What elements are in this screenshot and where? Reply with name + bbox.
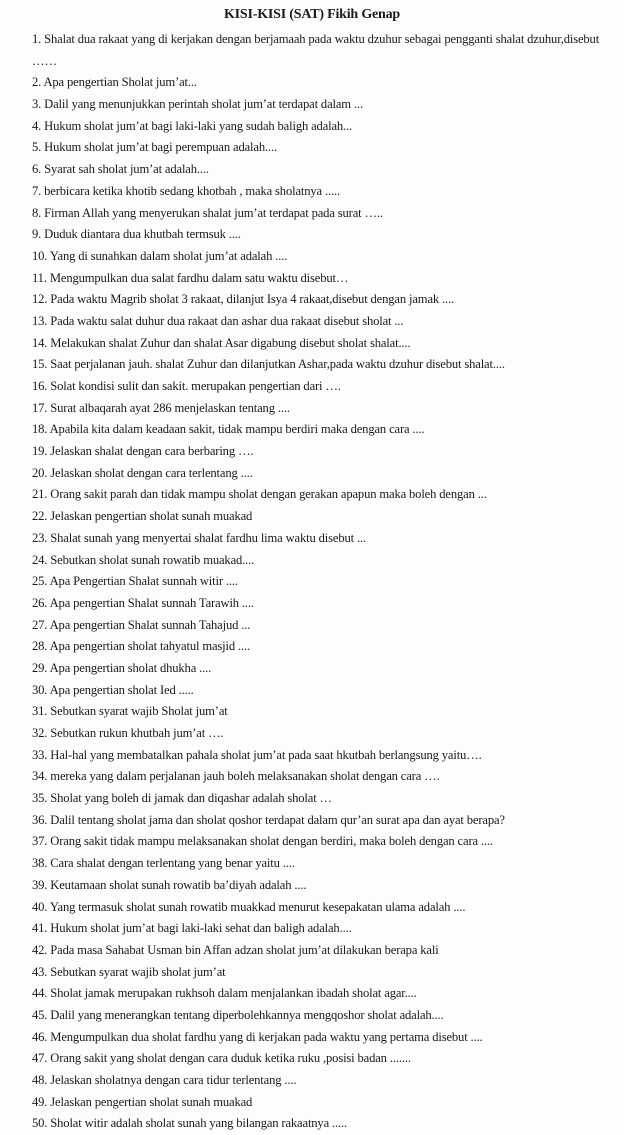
question-item bbox=[32, 29, 612, 72]
question-item bbox=[32, 766, 612, 788]
question-text: Sholat yang boleh di jamak dan diqashar adalah sholat … bbox=[50, 791, 332, 806]
question-number: 35. bbox=[32, 791, 48, 806]
question-text: Orang sakit parah dan tidak mampu sholat dengan gerakan apapun maka boleh dengan ... bbox=[50, 487, 487, 502]
question-text: Mengumpulkan dua salat fardhu dalam satu waktu disebut… bbox=[49, 270, 349, 285]
question-item bbox=[32, 137, 612, 159]
question-item bbox=[32, 528, 612, 550]
question-number: 5. bbox=[32, 140, 42, 155]
question-number: 21. bbox=[32, 487, 48, 502]
question-number: 3. bbox=[32, 97, 42, 112]
question-number: 4. bbox=[32, 118, 42, 133]
question-text: Jelaskan pengertian sholat sunah muakad bbox=[50, 509, 253, 524]
question-number: 34. bbox=[32, 769, 48, 784]
question-text: Apa pengertian Shalat sunnah Tarawih .... bbox=[49, 595, 254, 610]
question-item bbox=[32, 419, 612, 441]
question-text: Jelaskan sholatnya dengan cara tidur terlentang .... bbox=[50, 1073, 297, 1088]
question-item bbox=[32, 268, 612, 290]
question-item bbox=[32, 441, 612, 463]
question-item bbox=[32, 72, 612, 94]
question-number: 38. bbox=[32, 856, 48, 871]
question-number: 23. bbox=[32, 530, 48, 545]
question-number: 20. bbox=[32, 465, 48, 480]
question-number: 15. bbox=[32, 357, 48, 372]
question-number: 40. bbox=[32, 899, 48, 914]
question-text: Syarat sah sholat jum’at adalah.... bbox=[44, 162, 209, 177]
question-item bbox=[32, 962, 612, 984]
question-text: Shalat dua rakaat yang di kerjakan dengan berjamaah pada waktu dzuhur sebagai pengganti shalat dzuhur,disebut …… bbox=[32, 32, 600, 68]
question-number: 10. bbox=[32, 248, 48, 263]
question-number: 7. bbox=[32, 183, 42, 198]
question-number: 28. bbox=[32, 639, 48, 654]
question-text: Orang sakit tidak mampu melaksanakan sholat dengan berdiri, maka boleh dengan cara .... bbox=[50, 834, 493, 849]
question-text: Firman Allah yang menyerukan shalat jum’at terdapat pada surat ….. bbox=[44, 205, 383, 220]
question-item bbox=[32, 116, 612, 138]
question-number: 39. bbox=[32, 877, 48, 892]
question-text: Jelaskan sholat dengan cara terlentang .... bbox=[50, 465, 253, 480]
question-number: 47. bbox=[32, 1051, 48, 1066]
question-text: Apabila kita dalam keadaan sakit, tidak mampu berdiri maka dengan cara .... bbox=[49, 422, 425, 437]
question-number: 22. bbox=[32, 509, 48, 524]
question-number: 33. bbox=[32, 747, 48, 762]
question-text: Saat perjalanan jauh. shalat Zuhur dan dilanjutkan Ashar,pada waktu dzuhur disebut shalat.... bbox=[50, 357, 505, 372]
question-text: Yang termasuk sholat sunah rowatib muakkad menurut kesepakatan ulama adalah .... bbox=[49, 899, 466, 914]
question-number: 8. bbox=[32, 205, 42, 220]
question-item bbox=[32, 940, 612, 962]
question-number: 32. bbox=[32, 726, 48, 741]
question-text: Apa pengertian sholat Ied ..... bbox=[49, 682, 194, 697]
question-text: Sholat jamak merupakan rukhsoh dalam menjalankan ibadah sholat agar.... bbox=[50, 986, 417, 1001]
question-number: 46. bbox=[32, 1029, 48, 1044]
question-text: Sebutkan syarat wajib sholat jum’at bbox=[50, 964, 226, 979]
question-text: Apa pengertian Sholat jum’at... bbox=[43, 75, 197, 90]
question-number: 37. bbox=[32, 834, 48, 849]
question-number: 50. bbox=[32, 1116, 48, 1131]
question-item bbox=[32, 289, 612, 311]
question-text: Sholat witir adalah sholat sunah yang bilangan rakaatnya ..... bbox=[50, 1116, 348, 1131]
question-item bbox=[32, 398, 612, 420]
question-text: Cara shalat dengan terlentang yang benar yaitu .... bbox=[50, 856, 295, 871]
question-item bbox=[32, 224, 612, 246]
question-item bbox=[32, 593, 612, 615]
question-text: Pada waktu Magrib sholat 3 rakaat, dilanjut Isya 4 rakaat,disebut dengan jamak .... bbox=[50, 292, 455, 307]
question-item bbox=[32, 333, 612, 355]
question-item bbox=[32, 875, 612, 897]
question-text: berbicara ketika khotib sedang khotbah , maka sholatnya ..... bbox=[44, 183, 340, 198]
question-item bbox=[32, 680, 612, 702]
question-number: 31. bbox=[32, 704, 48, 719]
document-title: KISI-KISI (SAT) Fikih Genap bbox=[223, 7, 400, 22]
question-text: Hukum sholat jum’at bagi perempuan adalah.... bbox=[44, 140, 277, 155]
question-text: Sebutkan rukun khutbah jum’at …. bbox=[50, 726, 224, 741]
question-number: 1. bbox=[32, 32, 42, 46]
question-number: 44. bbox=[32, 986, 48, 1001]
question-number: 16. bbox=[32, 379, 48, 394]
question-text: Apa Pengertian Shalat sunnah witir .... bbox=[49, 574, 238, 589]
question-text: Orang sakit yang sholat dengan cara duduk ketika ruku ,posisi badan ....... bbox=[50, 1051, 411, 1066]
question-text: Hukum sholat jum’at bagi laki-laki yang sudah baligh adalah... bbox=[44, 118, 353, 133]
question-item bbox=[32, 1005, 612, 1027]
question-number: 26. bbox=[32, 595, 48, 610]
question-number: 12. bbox=[32, 292, 48, 307]
question-text: Shalat sunah yang menyertai shalat fardhu lima waktu disebut ... bbox=[50, 530, 366, 545]
question-number: 14. bbox=[32, 335, 48, 350]
question-text: Pada waktu salat duhur dua rakaat dan ashar dua rakaat disebut sholat ... bbox=[50, 313, 404, 328]
question-number: 45. bbox=[32, 1007, 48, 1022]
question-item bbox=[32, 203, 612, 225]
question-text: Keutamaan sholat sunah rowatib ba’diyah adalah .... bbox=[50, 877, 307, 892]
question-text: Mengumpulkan dua sholat fardhu yang di kerjakan pada waktu yang pertama disebut .... bbox=[50, 1029, 483, 1044]
question-item bbox=[32, 853, 612, 875]
question-text: Solat kondisi sulit dan sakit. merupakan pengertian dari …. bbox=[50, 379, 341, 394]
question-text: mereka yang dalam perjalanan jauh boleh melaksanakan sholat dengan cara …. bbox=[50, 769, 440, 784]
question-list bbox=[32, 29, 612, 1135]
question-item bbox=[32, 1048, 612, 1070]
question-number: 27. bbox=[32, 617, 48, 632]
question-text: Apa pengertian Shalat sunnah Tahajud ... bbox=[49, 617, 251, 632]
question-item bbox=[32, 983, 612, 1005]
question-number: 48. bbox=[32, 1073, 48, 1088]
question-item bbox=[32, 1113, 612, 1135]
question-item bbox=[32, 181, 612, 203]
question-number: 30. bbox=[32, 682, 48, 697]
question-item bbox=[32, 1092, 612, 1114]
question-number: 42. bbox=[32, 942, 48, 957]
question-text: Hukum sholat jum’at bagi laki-laki sehat dan baligh adalah.... bbox=[50, 921, 352, 936]
question-item bbox=[32, 376, 612, 398]
question-item bbox=[32, 636, 612, 658]
question-item bbox=[32, 354, 612, 376]
question-number: 6. bbox=[32, 162, 42, 177]
question-text: Melakukan shalat Zuhur dan shalat Asar digabung disebut sholat shalat.... bbox=[50, 335, 411, 350]
question-item bbox=[32, 831, 612, 853]
question-item bbox=[32, 550, 612, 572]
question-number: 49. bbox=[32, 1094, 48, 1109]
question-item bbox=[32, 463, 612, 485]
question-item bbox=[32, 615, 612, 637]
question-text: Jelaskan shalat dengan cara berbaring …. bbox=[50, 444, 254, 459]
question-number: 29. bbox=[32, 660, 48, 675]
question-text: Sebutkan sholat sunah rowatib muakad.... bbox=[50, 552, 255, 567]
question-number: 11. bbox=[32, 270, 47, 285]
question-number: 43. bbox=[32, 964, 48, 979]
question-item bbox=[32, 484, 612, 506]
question-text: Pada masa Sahabat Usman bin Affan adzan sholat jum’at dilakukan berapa kali bbox=[50, 942, 439, 957]
question-text: Dalil yang menerangkan tentang diperbolehkannya mengqoshor sholat adalah.... bbox=[50, 1007, 444, 1022]
question-item bbox=[32, 1027, 612, 1049]
question-item bbox=[32, 94, 612, 116]
question-text: Apa pengertian sholat dhukha .... bbox=[49, 660, 212, 675]
question-item bbox=[32, 810, 612, 832]
question-text: Jelaskan pengertian sholat sunah muakad bbox=[50, 1094, 253, 1109]
question-item bbox=[32, 788, 612, 810]
question-text: Duduk diantara dua khutbah termsuk .... bbox=[44, 227, 241, 242]
question-text: Dalil tentang sholat jama dan sholat qoshor terdapat dalam qur’an surat apa dan ayat berapa? bbox=[50, 812, 505, 827]
question-number: 13. bbox=[32, 313, 48, 328]
question-number: 18. bbox=[32, 422, 48, 437]
question-text: Yang di sunahkan dalam sholat jum’at adalah .... bbox=[49, 248, 288, 263]
question-number: 19. bbox=[32, 444, 48, 459]
question-number: 36. bbox=[32, 812, 48, 827]
question-number: 2. bbox=[32, 75, 42, 90]
question-number: 17. bbox=[32, 400, 48, 415]
question-text: Dalil yang menunjukkan perintah sholat jum’at terdapat dalam ... bbox=[44, 97, 363, 112]
question-item bbox=[32, 723, 612, 745]
question-item bbox=[32, 246, 612, 268]
question-item bbox=[32, 311, 612, 333]
question-item bbox=[32, 701, 612, 723]
question-text: Sebutkan syarat wajib Sholat jum’at bbox=[50, 704, 228, 719]
question-number: 41. bbox=[32, 921, 48, 936]
question-item bbox=[32, 658, 612, 680]
question-item bbox=[32, 506, 612, 528]
question-item bbox=[32, 571, 612, 593]
question-item bbox=[32, 897, 612, 919]
question-item bbox=[32, 918, 612, 940]
question-text: Apa pengertian sholat tahyatul masjid .... bbox=[49, 639, 251, 654]
question-number: 9. bbox=[32, 227, 42, 242]
question-text: Surat albaqarah ayat 286 menjelaskan tentang .... bbox=[50, 400, 290, 415]
question-text: Hal-hal yang membatalkan pahala sholat jum’at pada saat hkutbah berlangsung yaitu…. bbox=[50, 747, 482, 762]
question-number: 25. bbox=[32, 574, 48, 589]
question-item bbox=[32, 159, 612, 181]
question-number: 24. bbox=[32, 552, 48, 567]
question-item bbox=[32, 745, 612, 767]
question-item bbox=[32, 1070, 612, 1092]
